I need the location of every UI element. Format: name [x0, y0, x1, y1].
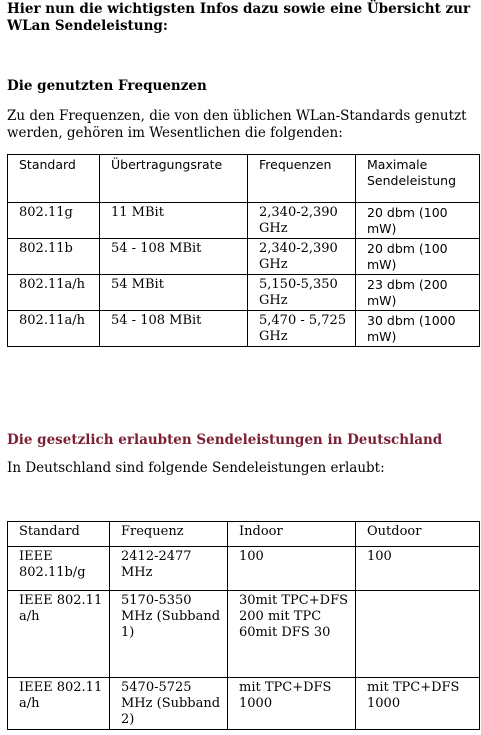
table-row: [8, 239, 480, 275]
cell-max-power: 20 dbm (100 mW): [356, 203, 480, 239]
cell-rate: 54 MBit: [100, 275, 248, 311]
table-header-row: [8, 522, 480, 547]
cell-outdoor: mit TPC+DFS 1000: [356, 678, 480, 730]
cell-standard: IEEE 802.11 a/h: [8, 678, 110, 730]
table-row: [8, 547, 480, 591]
legal-paragraph: In Deutschland sind folgende Sendeleistungen erlaubt:: [7, 460, 385, 476]
cell-standard: 802.11a/h: [8, 311, 100, 347]
header-frequency: Frequenz: [110, 522, 228, 547]
cell-standard: 802.11g: [8, 203, 100, 239]
cell-frequency: 5,150-5,350 GHz: [248, 275, 356, 311]
header-outdoor: Outdoor: [356, 522, 480, 547]
cell-indoor: mit TPC+DFS 1000: [228, 678, 356, 730]
cell-frequency: 2,340-2,390 GHz: [248, 239, 356, 275]
cell-max-power: 23 dbm (200 mW): [356, 275, 480, 311]
cell-outdoor: 100: [356, 547, 480, 591]
header-max-power: Maximale Sendeleistung: [356, 155, 480, 203]
cell-frequency: 2412-2477 MHz: [110, 547, 228, 591]
cell-standard: 802.11b: [8, 239, 100, 275]
table-row: [8, 203, 480, 239]
cell-frequency: 2,340-2,390 GHz: [248, 203, 356, 239]
header-standard: Standard: [8, 522, 110, 547]
cell-outdoor: [356, 591, 480, 678]
cell-indoor: 100: [228, 547, 356, 591]
cell-rate: 11 MBit: [100, 203, 248, 239]
cell-standard: IEEE 802.11b/g: [8, 547, 110, 591]
legal-heading: Die gesetzlich erlaubten Sendeleistungen in Deutschland: [7, 432, 443, 448]
cell-max-power: 30 dbm (1000 mW): [356, 311, 480, 347]
table-row: [8, 275, 480, 311]
cell-max-power: 20 dbm (100 mW): [356, 239, 480, 275]
cell-rate: 54 - 108 MBit: [100, 239, 248, 275]
cell-rate: 54 - 108 MBit: [100, 311, 248, 347]
header-standard: Standard: [8, 155, 100, 203]
frequencies-paragraph: Zu den Frequenzen, die von den üblichen WLan-Standards genutzt werden, gehören im Wesentlichen die folgenden:: [7, 108, 467, 141]
cell-standard: 802.11a/h: [8, 275, 100, 311]
cell-frequency: 5170-5350 MHz (Subband 1): [110, 591, 228, 678]
intro-text: Hier nun die wichtigsten Infos dazu sowie eine Übersicht zur WLan Sendeleistung:: [7, 1, 471, 34]
frequencies-heading: Die genutzten Frequenzen: [7, 78, 207, 94]
header-rate: Übertragungsrate: [100, 155, 248, 203]
legal-power-table: [7, 521, 480, 730]
cell-standard: IEEE 802.11 a/h: [8, 591, 110, 678]
table-header-row: [8, 155, 480, 203]
header-frequencies: Frequenzen: [248, 155, 356, 203]
cell-indoor: 30mit TPC+DFS 200 mit TPC 60mit DFS 30: [228, 591, 356, 678]
table-row: [8, 591, 480, 678]
cell-frequency: 5470-5725 MHz (Subband 2): [110, 678, 228, 730]
frequencies-table: [7, 154, 480, 347]
cell-frequency: 5,470 - 5,725 GHz: [248, 311, 356, 347]
table-row: [8, 311, 480, 347]
header-indoor: Indoor: [228, 522, 356, 547]
table-row: [8, 678, 480, 730]
